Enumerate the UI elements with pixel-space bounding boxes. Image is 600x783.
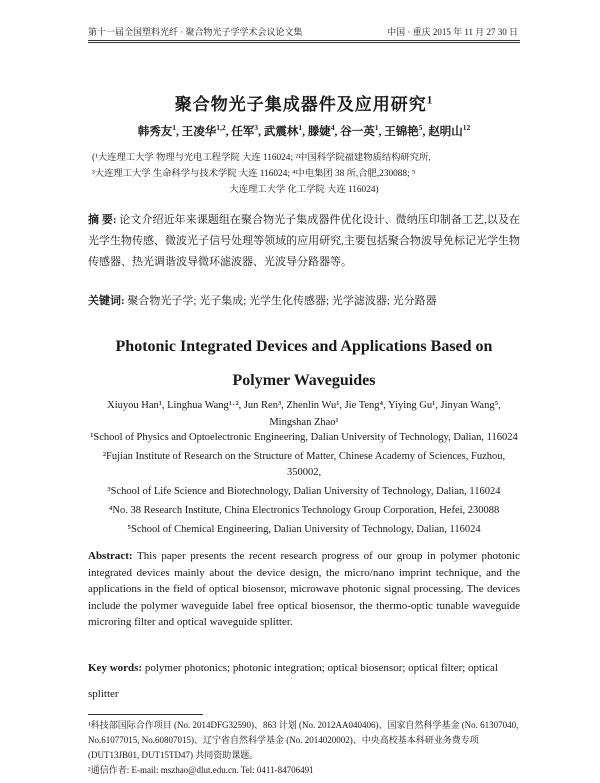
en-affil-4: ⁴No. 38 Research Institute, China Electronics Technology Group Corporation, Hefei, 230088 bbox=[108, 505, 500, 516]
cn-author: 王凌华 bbox=[181, 126, 217, 138]
cn-affil-line-3: 大连理工大学 化工学院 大连 116024) bbox=[229, 185, 379, 195]
chinese-keywords bbox=[88, 292, 520, 310]
footnote-rule bbox=[88, 714, 203, 715]
en-keywords-label: Key words: bbox=[88, 662, 143, 674]
cn-author: 谷一英 bbox=[340, 126, 375, 138]
cn-keywords-text: 聚合物光子学; 光子集成; 光学生化传感器; 光学滤波器; 光分路器 bbox=[127, 295, 437, 307]
author-separator: , bbox=[176, 126, 182, 138]
chinese-affiliations bbox=[92, 150, 516, 198]
cn-author-affil-mark: 1 bbox=[298, 123, 303, 133]
english-abstract bbox=[88, 548, 520, 631]
header-location-date: 中国 · 重庆 2015 年 11 月 27 30 日 bbox=[387, 27, 518, 37]
running-header bbox=[88, 22, 518, 38]
cn-affil-line-2: ³大连理工大学 生命科学与技术学院 大连 116024; ⁴中电集团 38 所,合肥,230088; ⁵ bbox=[92, 169, 416, 179]
en-affil-2: ²Fujian Institute of Research on the Structure of Matter, Chinese Academy of Sciences, Fuzhou, 350002, bbox=[102, 451, 506, 478]
footnote-contact: ²通信作者: E-mail: mszhao@dlut.edu.cn. Tel: 0411-84706491 bbox=[88, 765, 314, 775]
author-separator: , bbox=[422, 126, 429, 138]
chinese-title-text: 聚合物光子集成器件及应用研究 bbox=[174, 95, 427, 114]
header-rule bbox=[88, 40, 520, 41]
en-abstract-label: Abstract: bbox=[88, 550, 133, 562]
cn-author: 赵明山 bbox=[428, 126, 463, 138]
author-separator: , bbox=[302, 126, 308, 138]
english-affiliations bbox=[88, 430, 520, 541]
title-footnote-mark: 1 bbox=[426, 94, 434, 107]
en-authors-line-2: Mingshan Zhao¹ bbox=[269, 417, 339, 428]
cn-author-affil-mark: 4 bbox=[330, 123, 335, 133]
cn-author: 武震林 bbox=[263, 126, 299, 138]
footnotes bbox=[88, 718, 520, 778]
en-title-line-2: Polymer Waveguides bbox=[232, 372, 376, 389]
chinese-abstract bbox=[88, 210, 520, 273]
en-abstract-text: This paper presents the recent research progress of our group in polymer photonic integrated devices mainly about the device design, the micro/nano imprint technique, and the applications in the field of optical biosensor, microwave photonic signal processing. The devices include the polymer waveguide label free optical biosensor, the thermo-optic tunable waveguide microring filter and optical waveguide splitter. bbox=[88, 550, 520, 628]
en-affil-1: ¹School of Physics and Optoelectronic Engineering, Dalian University of Technology, Dalian, 116024 bbox=[90, 432, 518, 443]
english-authors bbox=[88, 397, 520, 431]
author-separator: , bbox=[225, 126, 232, 138]
cn-author: 王锦艳 bbox=[384, 126, 419, 138]
footnote-funding: ¹科技部国际合作项目 (No. 2014DFG32590)、863 计划 (No. 2012AA040406)、国家自然科学基金 (No. 61307040, No.61077015, No.60807015)、辽宁省自然科学基金 (No. 2014020002)、中央高校基本科研业务费专项 (DUT13JB01, DUT15TD47) 共同资助课题。 bbox=[88, 720, 519, 760]
cn-keywords-label: 关键词: bbox=[88, 295, 125, 307]
author-separator: , bbox=[334, 126, 341, 138]
cn-abstract-label: 摘 要: bbox=[88, 214, 117, 226]
chinese-title bbox=[88, 90, 520, 115]
cn-author-affil-mark: 1 bbox=[172, 123, 176, 133]
author-separator: , bbox=[378, 126, 385, 138]
cn-author: 韩秀友 bbox=[137, 126, 173, 138]
chinese-authors bbox=[88, 123, 520, 139]
cn-abstract-text: 论文介绍近年来课题组在聚合物光子集成器件优化设计、微纳压印制备工艺,以及在光学生物传感、微波光子信号处理等领域的应用研究,主要包括聚合物波导免标记光学生物传感器、热光调谐波导微环滤波器、光波导分路器等。 bbox=[88, 214, 521, 268]
en-affil-3: ³School of Life Science and Biotechnology, Dalian University of Technology, Dalian, 116024 bbox=[107, 486, 501, 497]
english-title bbox=[88, 330, 520, 398]
en-keywords-text: polymer photonics; photonic integration; optical biosensor; optical filter; optical splitter bbox=[88, 662, 498, 700]
cn-author-affil-mark: 1 bbox=[374, 123, 379, 133]
cn-author-affil-mark: 12 bbox=[462, 123, 471, 133]
english-keywords bbox=[88, 655, 520, 707]
en-title-line-1: Photonic Integrated Devices and Applications Based on bbox=[115, 338, 493, 355]
cn-author: 任军 bbox=[231, 126, 255, 138]
cn-affil-line-1: (¹大连理工大学 物理与光电工程学院 大连 116024; ²中国科学院福建物质结构研究所, bbox=[92, 153, 431, 163]
header-rule-secondary bbox=[88, 42, 520, 43]
cn-author: 滕婕 bbox=[307, 126, 331, 138]
cn-author-affil-mark: 1,2 bbox=[216, 123, 226, 133]
cn-author-affil-mark: 5 bbox=[418, 123, 423, 133]
cn-author-affil-mark: 3 bbox=[254, 123, 259, 133]
author-separator: , bbox=[258, 126, 264, 138]
en-authors-line-1: Xiuyou Han¹, Linghua Wang¹·², Jun Ren³, Zhenlin Wu¹, Jie Teng⁴, Yiying Gu¹, Jinyan Wang⁵, bbox=[107, 400, 501, 411]
header-conference: 第十一届全国塑料光纤 · 聚合物光子学学术会议论文集 bbox=[88, 27, 303, 37]
en-affil-5: ⁵School of Chemical Engineering, Dalian University of Technology, Dalian, 116024 bbox=[127, 524, 481, 535]
